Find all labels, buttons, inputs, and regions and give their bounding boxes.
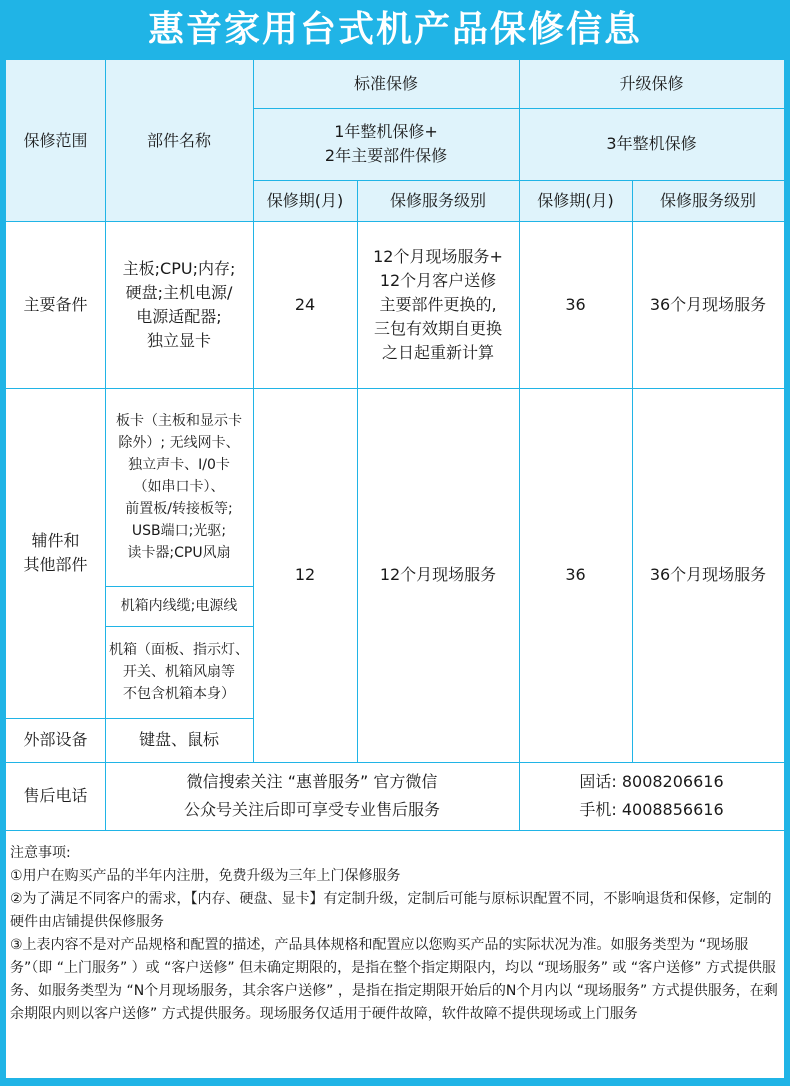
note-2: ②为了满足不同客户的需求，【内存、硬盘、显卡】有定制升级，定制后可能与原标识配置不同，不影响退货和保修，定制的硬件由店铺提供保修服务 <box>10 891 772 930</box>
page-title: 惠音家用台式机产品保修信息 <box>147 9 642 50</box>
frame-border-right <box>784 60 790 1086</box>
grid-line <box>105 626 253 627</box>
header-standard-warranty: 标准保修 <box>253 60 519 108</box>
grid-line <box>6 762 784 763</box>
row-main-up-level: 36个月现场服务 <box>649 294 767 314</box>
grid-line <box>6 221 784 222</box>
row-hotline-scope: 售后电话 <box>23 786 88 805</box>
row-aux-std-level: 12个月现场服务 <box>379 565 497 584</box>
row-aux-parts-cards: 板卡（主板和显示卡 除外）; 无线网卡、 独立声卡、I/0卡 （如串口卡）、 前置板/转接板等; USB端口;光驱; 读卡器;CPU风扇 <box>116 413 242 561</box>
header-std-period: 保修期(月) <box>253 180 357 221</box>
header-part-name: 部件名称 <box>105 60 253 221</box>
header-upgrade-warranty: 升级保修 <box>519 60 784 108</box>
grid-line <box>357 180 358 762</box>
row-aux-std-period: 12 <box>294 565 316 584</box>
row-main-std-level: 12个月现场服务+ 12个月客户送修 主要部件更换的, 三包有效期自更换 之日起重新计算 <box>373 246 503 362</box>
grid-line <box>253 60 254 762</box>
header-standard-desc: 1年整机保修+ 2年主要部件保修 <box>253 108 519 180</box>
grid-line <box>6 388 784 389</box>
row-aux-up-level: 36个月现场服务 <box>649 565 767 584</box>
grid-line <box>632 180 633 762</box>
grid-line <box>253 108 784 109</box>
row-aux-scope: 辅件和 其他部件 <box>23 531 88 574</box>
row-main-parts: 主板;CPU;内存; 硬盘;主机电源/ 电源适配器; 独立显卡 <box>122 258 236 350</box>
wechat-service-info: 微信搜索关注 “惠普服务” 官方微信 公众号关注后即可享受专业售后服务 <box>183 772 440 819</box>
header-std-level: 保修服务级别 <box>357 180 519 221</box>
row-aux-parts-chassis: 机箱（面板、指示灯、 开关、机箱风扇等 不包含机箱本身） <box>109 642 249 702</box>
header-upgrade-desc: 3年整机保修 <box>519 108 784 180</box>
row-main-std-period: 24 <box>294 294 316 314</box>
row-external-scope: 外部设备 <box>23 730 88 749</box>
header-scope: 保修范围 <box>6 60 105 221</box>
notes-title: 注意事项: <box>10 845 71 861</box>
header-up-period: 保修期(月) <box>519 180 632 221</box>
row-main-scope: 主要备件 <box>23 294 88 314</box>
row-aux-up-period: 36 <box>565 565 586 584</box>
note-1: ①用户在购买产品的半年内注册，免费升级为三年上门保修服务 <box>10 868 401 884</box>
hotline-phone-numbers: 固话: 8008206616 手机: 4008856616 <box>579 772 724 819</box>
frame-border-bottom <box>0 1078 790 1086</box>
grid-line <box>105 586 253 587</box>
grid-line <box>253 180 784 181</box>
frame-border-left <box>0 60 6 1086</box>
row-aux-parts-cables: 机箱内线缆;电源线 <box>120 598 238 614</box>
grid-line <box>6 830 784 831</box>
grid-line <box>6 718 253 719</box>
grid-line <box>519 60 520 830</box>
grid-line <box>105 60 106 830</box>
header-up-level: 保修服务级别 <box>632 180 784 221</box>
row-external-parts: 键盘、鼠标 <box>138 730 219 749</box>
notes-section <box>10 842 782 1026</box>
note-3: ③上表内容不是对产品规格和配置的描述，产品具体规格和配置应以您购买产品的实际状况为准。如服务类型为 “现场服务”（即 “上门服务” ）或 “客户送修” 但未确定期限的，是指在整个指定期限内，均以 “现场服务” 或 “客户送修” 方式提供服务、如服务类型为 “N个月现场服务，其余客户送修” ，是指在指定期限开始后的N个月内以 “现场服务” 方式提供服务，在剩余期限内则以客户送修” 方式提供服务。现场服务仅适用于硬件故障，软件故障不提供现场或上门服务 <box>10 937 778 1022</box>
row-main-up-period: 36 <box>565 294 586 314</box>
